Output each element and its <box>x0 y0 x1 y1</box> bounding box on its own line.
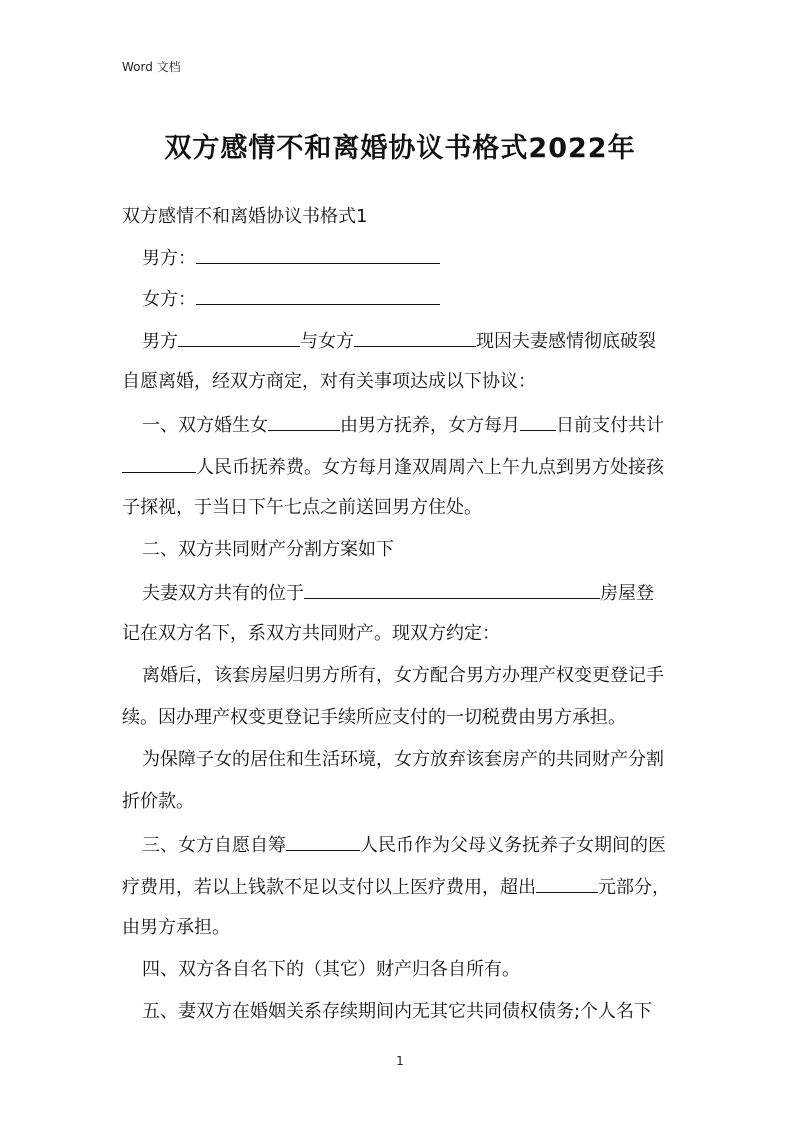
blank-field <box>536 874 598 893</box>
text: 男方 <box>142 331 178 352</box>
blank-field <box>122 454 196 473</box>
paragraph-line <box>122 622 682 646</box>
paragraph-line <box>122 412 682 438</box>
blank-field <box>196 245 440 264</box>
paragraph-line <box>122 496 682 520</box>
text: 由男方承担。 <box>122 917 230 938</box>
text: 四、双方各自名下的（其它）财产归各自所有。 <box>142 959 520 980</box>
document-header: Word 文档 <box>122 60 181 74</box>
paragraph-line <box>122 748 682 772</box>
label: 男方： <box>142 248 196 269</box>
female-party-line <box>122 286 682 312</box>
label: 女方： <box>142 289 196 310</box>
blank-field <box>354 328 476 347</box>
blank-field <box>286 832 360 851</box>
paragraph-line <box>122 580 682 606</box>
text: 夫妻双方共有的位于 <box>142 583 304 604</box>
text: 元部分， <box>598 877 670 898</box>
blank-field <box>304 580 600 599</box>
paragraph-line <box>122 874 682 900</box>
section-heading <box>122 205 682 229</box>
paragraph-line <box>122 328 682 354</box>
blank-field <box>178 328 300 347</box>
paragraph-line <box>122 664 682 688</box>
blank-field <box>268 412 340 431</box>
text: 人民币抚养费。女方每月逢双周周六上午九点到男方处接孩 <box>196 457 664 478</box>
text: 日前支付共计 <box>556 415 664 436</box>
male-party-line <box>122 245 682 271</box>
paragraph-line <box>122 1000 682 1024</box>
document-title: 双方感情不和离婚协议书格式2022年 <box>164 133 636 164</box>
text: 与女方 <box>300 331 354 352</box>
text: 三、女方自愿自筹 <box>142 835 286 856</box>
text: 现因夫妻感情彻底破裂 <box>476 331 656 352</box>
page-number: 1 <box>396 1054 404 1068</box>
paragraph-line <box>122 538 682 562</box>
paragraph-line <box>122 370 682 394</box>
blank-field <box>196 286 440 305</box>
paragraph-line <box>122 790 682 814</box>
paragraph-line <box>122 706 682 730</box>
text: 双方感情不和离婚协议书格式1 <box>122 206 368 227</box>
text: 由男方抚养，女方每月 <box>340 415 520 436</box>
text: 疗费用，若以上钱款不足以支付以上医疗费用，超出 <box>122 877 536 898</box>
text: 子探视，于当日下午七点之前送回男方住处。 <box>122 497 482 518</box>
text: 一、双方婚生女 <box>142 415 268 436</box>
text: 折价款。 <box>122 791 194 812</box>
paragraph-line <box>122 454 682 480</box>
text: 离婚后，该套房屋归男方所有，女方配合男方办理产权变更登记手 <box>142 665 664 686</box>
text: 自愿离婚，经双方商定，对有关事项达成以下协议： <box>122 371 536 392</box>
text: 二、双方共同财产分割方案如下 <box>142 539 394 560</box>
text: 续。因办理产权变更登记手续所应支付的一切税费由男方承担。 <box>122 707 626 728</box>
text: 五、妻双方在婚姻关系存续期间内无其它共同债权债务;个人名下 <box>142 1001 653 1022</box>
text: 人民币作为父母义务抚养子女期间的医 <box>360 835 666 856</box>
text: 为保障子女的居住和生活环境，女方放弃该套房产的共同财产分割 <box>142 749 664 770</box>
text: 记在双方名下，系双方共同财产。现双方约定： <box>122 623 500 644</box>
paragraph-line <box>122 832 682 858</box>
blank-field <box>520 412 556 431</box>
paragraph-line <box>122 916 682 940</box>
paragraph-line <box>122 958 682 982</box>
text: 房屋登 <box>600 583 654 604</box>
